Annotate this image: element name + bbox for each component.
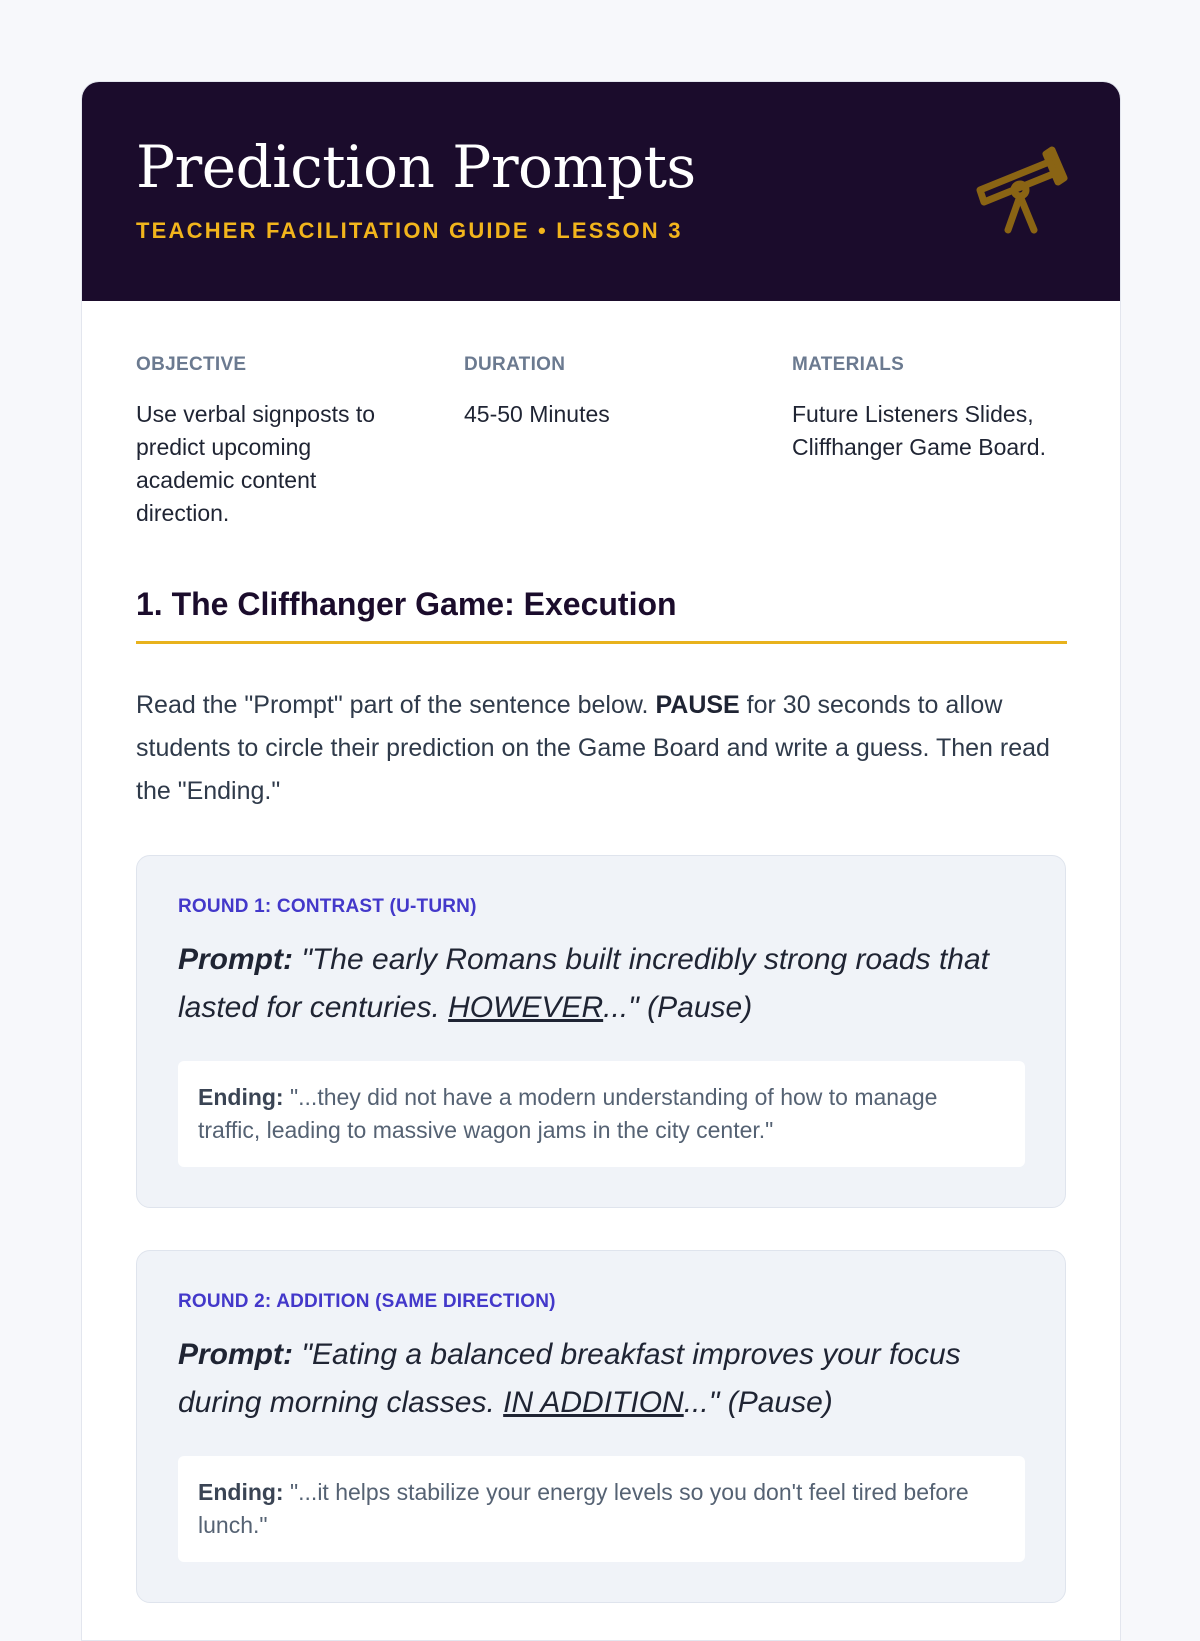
round-label: ROUND 2: ADDITION (SAME DIRECTION) — [178, 1291, 556, 1312]
meta-materials — [792, 354, 1072, 464]
prompt-signpost: IN ADDITION — [503, 1386, 684, 1419]
prompt-text: "Eating a balanced breakfast improves your focus during morning classes. — [178, 1338, 961, 1419]
section-intro — [136, 684, 1071, 813]
lesson-card — [81, 81, 1121, 1641]
meta-label: MATERIALS — [792, 354, 905, 375]
round-prompt — [178, 936, 1028, 1032]
round-ending — [178, 1456, 1025, 1562]
section-title: 1. The Cliffhanger Game: Execution — [136, 586, 677, 622]
page-subtitle: TEACHER FACILITATION GUIDE • LESSON 3 — [136, 218, 683, 243]
prompt-text: "The early Romans built incredibly strong roads that lasted for centuries. — [178, 943, 989, 1024]
ending-label: Ending: — [198, 1084, 284, 1110]
intro-text: Read the "Prompt" part of the sentence below. — [136, 691, 656, 719]
meta-objective — [136, 354, 416, 530]
meta-label: OBJECTIVE — [136, 354, 247, 375]
prompt-text: ..." (Pause) — [603, 991, 753, 1024]
ending-label: Ending: — [198, 1479, 284, 1505]
lesson-meta — [136, 354, 1066, 524]
round-ending — [178, 1061, 1025, 1167]
meta-value: Future Listeners Slides, Cliffhanger Game Board. — [792, 401, 1046, 460]
meta-value: Use verbal signposts to predict upcoming academic content direction. — [136, 401, 376, 526]
prompt-label: Prompt: — [178, 1338, 293, 1371]
round-card — [136, 1250, 1066, 1603]
meta-duration — [464, 354, 744, 431]
lesson-header — [82, 82, 1120, 301]
round-card — [136, 855, 1066, 1208]
prompt-text: ..." (Pause) — [683, 1386, 833, 1419]
section-divider — [136, 641, 1067, 644]
intro-emphasis: PAUSE — [655, 691, 740, 719]
ending-text: "...it helps stabilize your energy levels so you don't feel tired before lunch." — [198, 1479, 969, 1538]
meta-label: DURATION — [464, 354, 566, 375]
meta-value: 45-50 Minutes — [464, 401, 610, 427]
telescope-icon — [962, 138, 1072, 248]
ending-text: "...they did not have a modern understanding of how to manage traffic, leading to massive wagon jams in the city center." — [198, 1084, 938, 1143]
prompt-signpost: HOWEVER — [448, 991, 604, 1024]
page-title: Prediction Prompts — [136, 133, 696, 201]
round-prompt — [178, 1331, 1028, 1427]
round-label: ROUND 1: CONTRAST (U-TURN) — [178, 896, 477, 917]
intro-text: for 30 seconds to allow students to circle their prediction on the Game Board and write a guess. Then read the "Ending." — [136, 691, 1050, 805]
prompt-label: Prompt: — [178, 943, 293, 976]
